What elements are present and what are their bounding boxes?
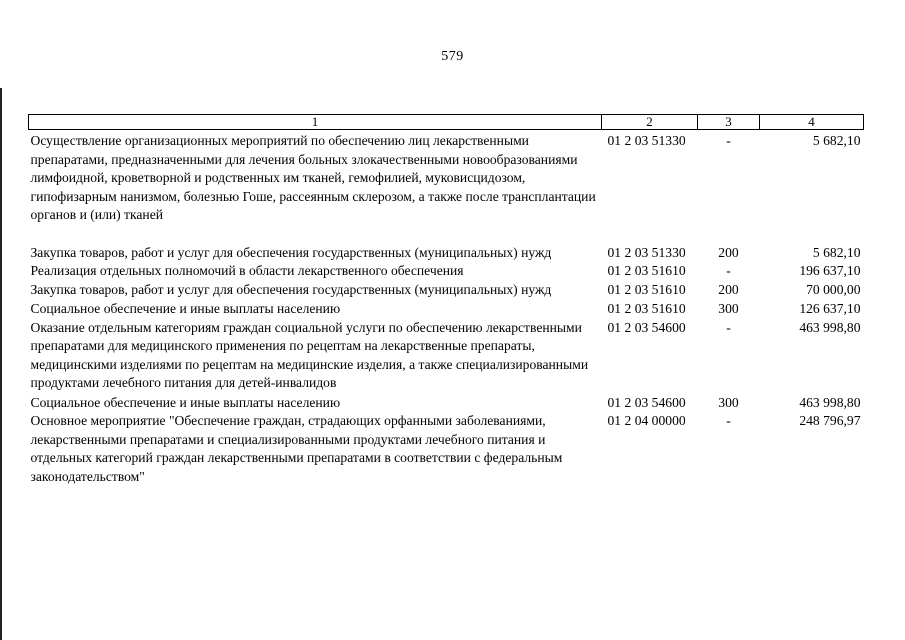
table-row <box>29 394 864 413</box>
table-row <box>29 412 864 486</box>
row-expense-type: 200 <box>718 244 739 260</box>
table-row <box>29 262 864 281</box>
page-number: 579 <box>441 49 464 64</box>
row-amount: 5 682,10 <box>812 244 861 260</box>
header-col-3: 3 <box>698 115 760 130</box>
table-row <box>29 281 864 301</box>
table-row <box>29 300 864 319</box>
row-expense-type: 300 <box>718 301 739 316</box>
row-code: 01 2 03 54600 <box>607 394 686 410</box>
row-amount: 126 637,10 <box>799 301 861 316</box>
row-name: Оказание отдельным категориям граждан социальной услуги по обеспечению лекарственными препаратами для медицинского применения по рецептам на лекарственные препараты, медицинскими изделиями по рецептам на медицинские изделия, а также специализированными продуктами лечебного питания для детей-инвалидов <box>30 319 589 390</box>
row-name: Социальное обеспечение и иные выплаты населению <box>30 394 341 410</box>
row-code: 01 2 03 51330 <box>607 133 686 148</box>
row-expense-type: - <box>726 413 731 428</box>
row-expense-type: - <box>726 133 731 148</box>
budget-table <box>28 114 864 486</box>
row-name: Основное мероприятие "Обеспечение граждан, страдающих орфанными заболеваниями, лекарственными препаратами и специализированными продуктами лечебного питания и отдельных категорий граждан лекарственными препаратами в соответствии с федеральным законодательством" <box>30 413 563 484</box>
row-amount: 248 796,97 <box>799 413 861 428</box>
table-row <box>29 319 864 394</box>
row-name: Закупка товаров, работ и услуг для обеспечения государственных (муниципальных) нужд <box>30 244 552 260</box>
header-col-4: 4 <box>760 115 864 130</box>
row-expense-type: - <box>726 263 731 278</box>
row-name: Социальное обеспечение и иные выплаты населению <box>30 301 341 316</box>
row-name: Закупка товаров, работ и услуг для обеспечения государственных (муниципальных) нужд <box>30 281 552 297</box>
row-amount: 70 000,00 <box>806 281 861 297</box>
row-amount: 196 637,10 <box>799 263 861 278</box>
row-code: 01 2 04 00000 <box>607 413 686 428</box>
table-row <box>29 244 864 263</box>
table-row <box>29 130 864 244</box>
row-expense-type: 300 <box>718 394 739 410</box>
row-amount: 5 682,10 <box>812 133 861 148</box>
row-amount: 463 998,80 <box>799 394 861 410</box>
row-name: Осуществление организационных мероприятий по обеспечению лиц лекарственными препаратами, предназначенными для лечения больных злокачественными новообразованиями лимфоидной, кроветворной и родственных им тканей, гемофилией, муковисцидозом, гипофизарным нанизмом, болезнью Гоше, рассеянным склерозом, а также после трансплантации органов и (или) тканей <box>30 133 596 222</box>
row-name: Реализация отдельных полномочий в области лекарственного обеспечения <box>30 263 464 278</box>
row-expense-type: 200 <box>718 281 739 297</box>
row-code: 01 2 03 51330 <box>607 244 686 260</box>
header-col-2: 2 <box>602 115 698 130</box>
header-col-1: 1 <box>29 115 602 130</box>
row-code: 01 2 03 51610 <box>607 263 686 278</box>
row-code: 01 2 03 51610 <box>607 301 686 316</box>
scan-border-line <box>0 88 2 640</box>
row-amount: 463 998,80 <box>799 319 861 335</box>
row-code: 01 2 03 51610 <box>607 281 686 297</box>
header-row <box>29 115 864 130</box>
row-code: 01 2 03 54600 <box>607 319 686 335</box>
row-expense-type: - <box>726 319 731 335</box>
